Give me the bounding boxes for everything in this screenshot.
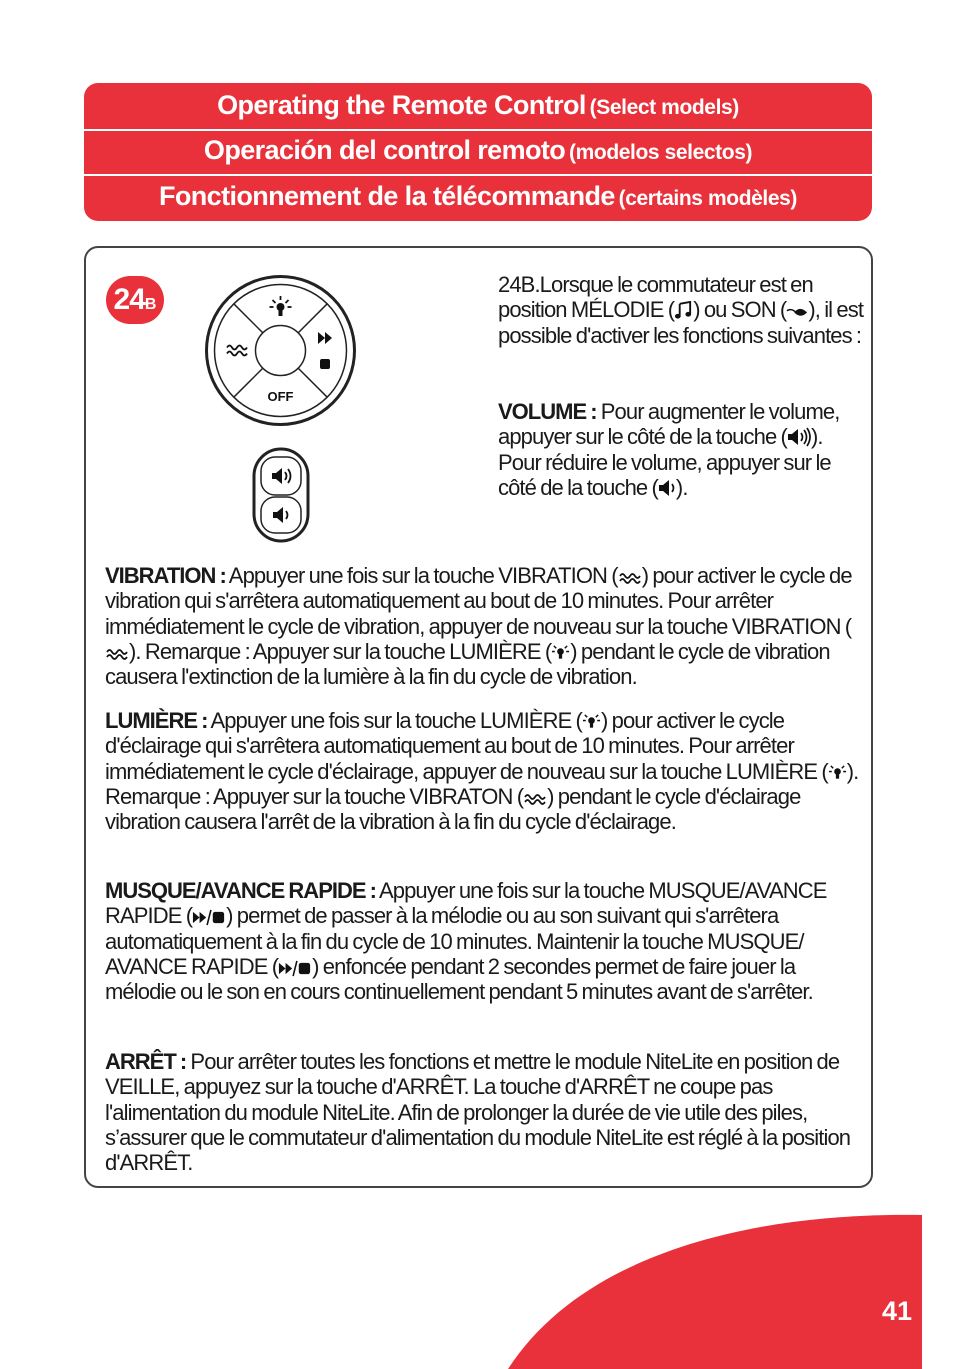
title-spanish: [84, 131, 872, 174]
lumiere-paragraph: [105, 708, 865, 834]
vibration-icon: [105, 646, 129, 662]
volume-text-3: ).: [675, 474, 688, 500]
lumiere-text-1: Appuyer une fois sur la touche LUMIÈRE (: [207, 708, 582, 733]
lumiere-label: LUMIÈRE :: [105, 708, 208, 733]
intro-text-2: ) ou SON (: [693, 297, 787, 323]
fast-forward-stop-icon: [192, 909, 226, 926]
musique-paragraph: [105, 878, 869, 1004]
musique-label: MUSQUE/AVANCE RAPIDE :: [105, 878, 376, 903]
vibration-label: VIBRATION :: [105, 563, 226, 588]
page-corner-decoration: [0, 1210, 954, 1369]
stop-icon: [320, 359, 330, 369]
step-letter: B: [144, 296, 157, 313]
off-label: OFF: [267, 389, 294, 404]
arret-label: ARRÊT :: [105, 1049, 187, 1074]
arret-text: Pour arrêter toutes les fonctions et mettre le module NiteLite en position de VEILLE, appuyez sur la touche d'ARRÊT. La touche d'ARRÊT ne coupe pas l'alimentation du module NiteLite. Afin de prolonger la durée de vie utile des piles, s’assurer que le commutateur d'alimentation du module NiteLite est réglé à la position d'ARRÊT.: [105, 1049, 851, 1176]
musique-text-1: Appuyer une fois sur la touche MUSQUE/AVANCE RAPIDE (: [105, 878, 827, 929]
step-badge: [106, 276, 164, 324]
musique-text-3: ) enfoncée pendant 2 secondes permet de faire jouer la mélodie ou le son en cours continuellement pendant 5 minutes avant de s'arrêter.: [105, 953, 813, 1005]
volume-paragraph: [498, 399, 858, 500]
intro-text-3: ), il est possible d'activer les fonctions suivantes :: [498, 297, 864, 348]
light-icon: [828, 763, 847, 782]
musique-text-2: ) permet de passer à la mélodie ou au son suivant qui s'arrêtera automatiquement à la fin du cycle de 10 minutes. Maintenir la touche MUSQUE/ AVANCE RAPIDE (: [105, 903, 804, 979]
vibration-text-4: ) pendant le cycle de vibration causera l'extinction de la lumière à la fin du cycle de vibration.: [105, 638, 830, 690]
remote-dial-illustration: [203, 273, 358, 428]
vibration-icon: [523, 791, 547, 807]
vibration-text-2: ) pour activer le cycle de vibration qui s'arrêtera automatiquement au bout de 10 minutes. Pour arrêter immédiatement le cycle de vibration, appuyer de nouveau sur la touche VIBRATION (: [105, 563, 852, 639]
lumiere-text-3: ). Remarque : Appuyer sur la touche VIBRATON (: [105, 758, 859, 809]
title-english-main: Operating the Remote Control: [217, 90, 586, 120]
volume-down-icon: [658, 478, 676, 498]
vibration-icon: [618, 570, 642, 586]
vibration-paragraph: [105, 563, 865, 689]
title-english: [84, 83, 872, 129]
volume-rocker-illustration: [252, 447, 310, 543]
arret-paragraph: [105, 1049, 869, 1175]
light-icon: [582, 712, 601, 731]
volume-label: VOLUME :: [498, 399, 597, 424]
vibration-text-1: Appuyer une fois sur la touche VIBRATION (: [225, 563, 618, 588]
lumiere-text-4: ) pendant le cycle d'éclairage vibration causera l'arrêt de la vibration à la fin du cycle d'éclairage.: [105, 783, 801, 835]
lumiere-text-2: ) pour activer le cycle d'éclairage qui s'arrêtera automatiquement au bout de 10 minutes. Pour arrêter immédiatement le cycle d'éclairage, appuyer de nouveau sur la touche LUMIÈRE (: [105, 708, 828, 784]
nature-sound-icon: [786, 305, 808, 320]
intro-paragraph: [498, 272, 868, 348]
step-number: 24: [113, 283, 145, 316]
intro-text-1: 24B.Lorsque le commutateur est en position MÉLODIE (: [498, 272, 813, 323]
title-french-note: (certains modèles): [618, 187, 798, 210]
music-note-icon: [674, 301, 693, 320]
title-french-main: Fonctionnement de la télécommande: [158, 181, 615, 211]
volume-up-icon: [787, 427, 811, 447]
title-spanish-note: (modelos selectos): [569, 141, 753, 164]
volume-text-1: Pour augmenter le volume, appuyer sur le côté de la touche (: [498, 399, 840, 450]
vibration-text-3: ). Remarque : Appuyer sur la touche LUMIÈRE (: [129, 638, 552, 664]
title-french: [84, 176, 872, 221]
fast-forward-stop-icon: [278, 960, 312, 977]
light-icon: [551, 643, 570, 662]
volume-text-2: ). Pour réduire le volume, appuyer sur le côté de la touche (: [498, 424, 831, 500]
title-english-note: (Select models): [589, 96, 739, 119]
title-spanish-main: Operación del control remoto: [203, 135, 566, 165]
page-number: 41: [881, 1296, 913, 1326]
